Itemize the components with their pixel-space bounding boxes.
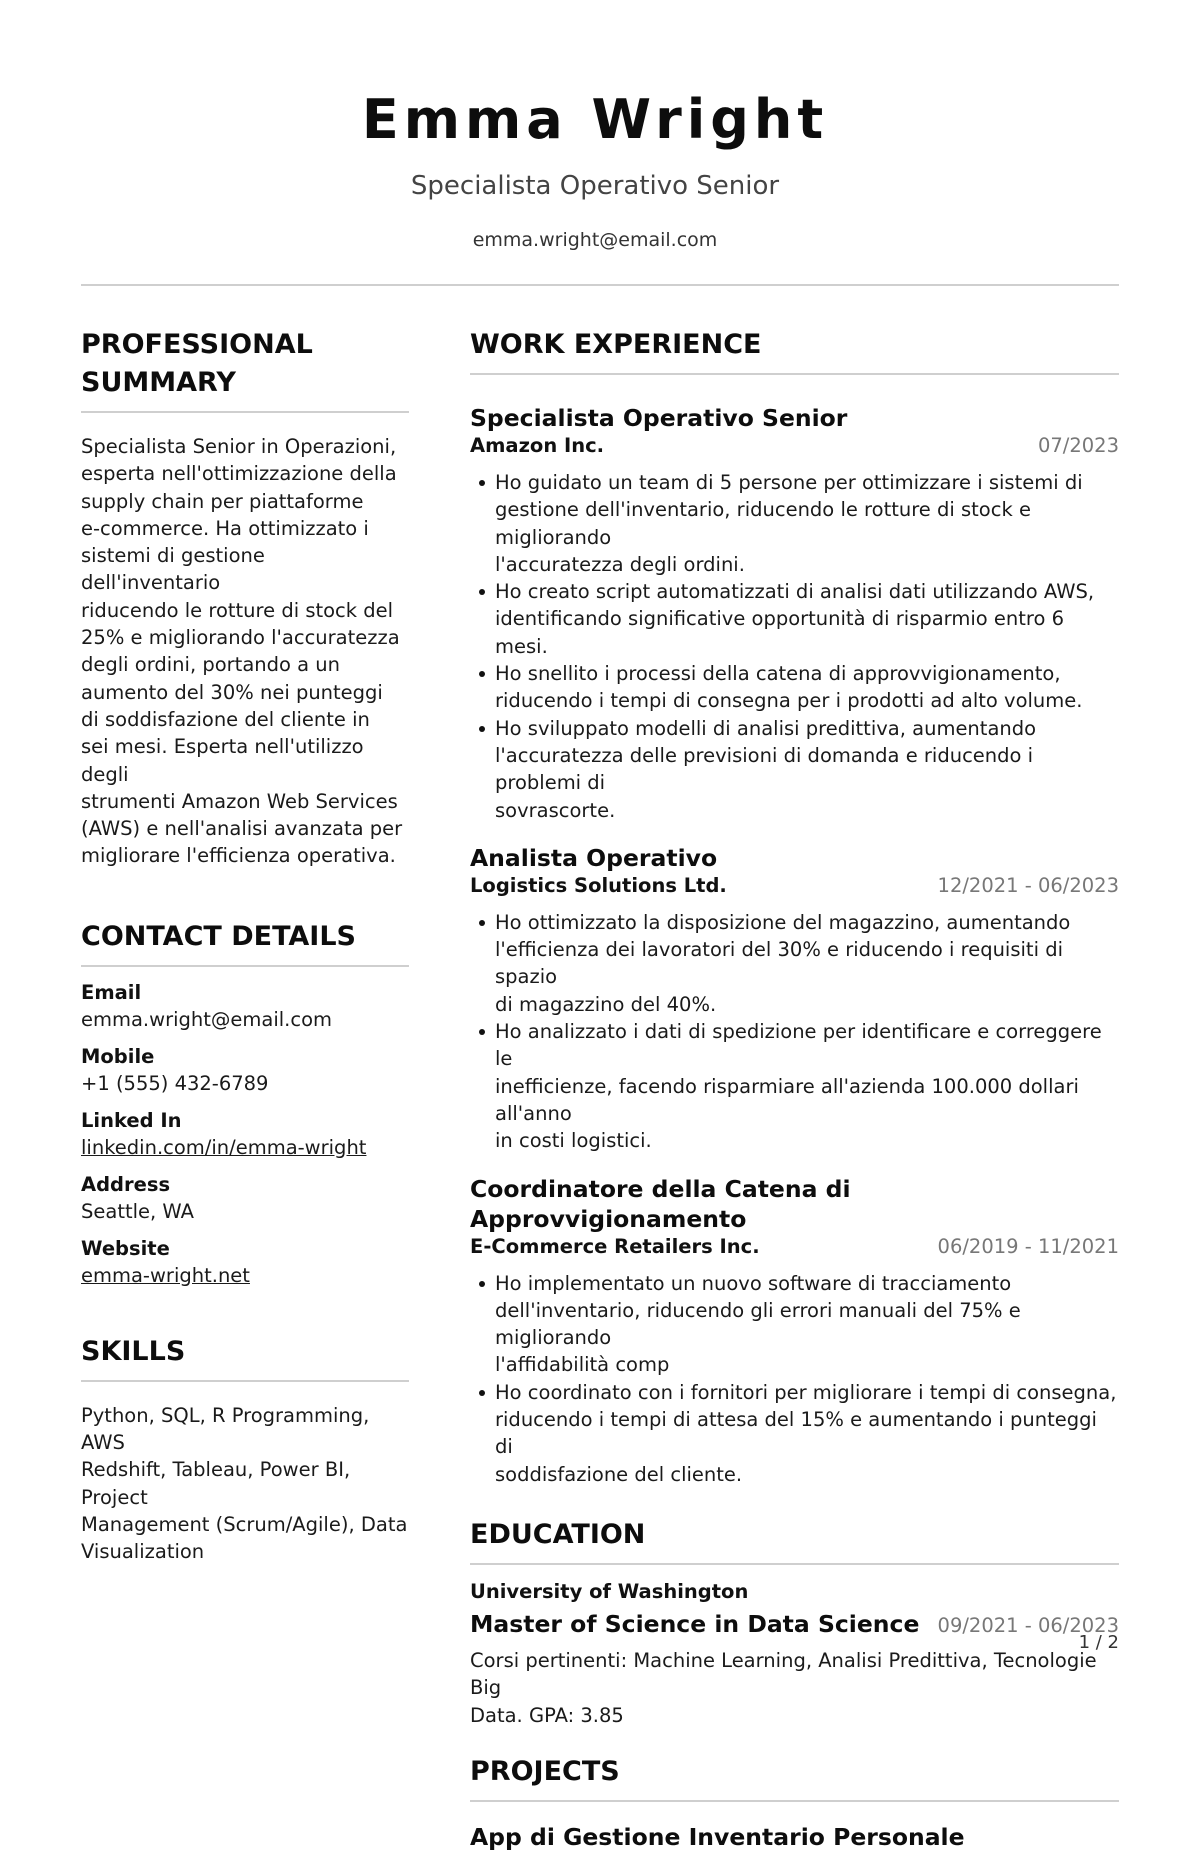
- contact-mobile: [81, 1043, 409, 1097]
- education-date: 09/2021 - 06/2023: [937, 1613, 1119, 1637]
- skills-divider: [81, 1380, 409, 1382]
- job-bullets: [470, 909, 1119, 1155]
- company-name: Logistics Solutions Ltd.: [470, 873, 727, 897]
- job-bullets: [470, 469, 1119, 824]
- education-divider: [470, 1563, 1119, 1565]
- school-name: University of Washington: [470, 1579, 749, 1603]
- contact-address: [81, 1171, 409, 1225]
- bullet-icon: [479, 671, 485, 677]
- summary-section: [81, 326, 409, 870]
- bullet-icon: [479, 726, 485, 732]
- header-email: emma.wright@email.com: [472, 229, 718, 251]
- bullet-icon: [479, 920, 485, 926]
- summary-text: Specialista Senior in Operazioni, esperta nell'ottimizzazione della supply chain per piattaforme e-commerce. Ha ottimizzato i sistemi di gestione dell'inventario riducendo le rotture di stock del 25% e migliorando l'accuratezza degli ordini, portando a un aumento del 30% nei punteggi di soddisfazione del cliente in sei mesi. Esperta nell'utilizzo degli strumenti Amazon Web Services (AWS) e nell'analisi avanzata per migliorare l'efficienza operativa.: [81, 435, 403, 868]
- bullet-item: Ho coordinato con i fornitori per migliorare i tempi di consegna, riducendo i tempi di attesa del 15% e aumentando i punteggi di soddisfazione del cliente.: [470, 1379, 1119, 1488]
- contact-heading: CONTACT DETAILS: [81, 920, 356, 952]
- job-date: 06/2019 - 11/2021: [937, 1234, 1119, 1258]
- project-title: App di Gestione Inventario Personale: [470, 1822, 965, 1851]
- bullet-item: Ho ottimizzato la disposizione del magazzino, aumentando l'efficienza dei lavoratori del 30% e riducendo i requisiti di spazio di magazzino del 40%.: [470, 909, 1119, 1018]
- company-name: E-Commerce Retailers Inc.: [470, 1234, 760, 1258]
- company-name: Amazon Inc.: [470, 434, 605, 457]
- bullet-item: Ho creato script automatizzati di analisi dati utilizzando AWS, identificando significative opportunità di risparmio entro 6 mesi.: [470, 578, 1119, 660]
- bullet-icon: [479, 1281, 485, 1287]
- contact-label: Email: [81, 980, 142, 1004]
- website-link[interactable]: emma-wright.net: [81, 1263, 250, 1287]
- job-entry: [470, 403, 1119, 824]
- job-date: 12/2021 - 06/2023: [937, 873, 1119, 897]
- page-number: 1 / 2: [1078, 1632, 1119, 1653]
- education-heading: EDUCATION: [470, 1518, 646, 1550]
- contact-value: Seattle, WA: [81, 1199, 194, 1223]
- header-divider: [81, 284, 1119, 286]
- contact-divider: [81, 965, 409, 967]
- left-column: [81, 326, 409, 1566]
- education-section: [470, 1516, 1119, 1729]
- projects-heading: PROJECTS: [470, 1755, 620, 1787]
- bullet-icon: [479, 1390, 485, 1396]
- projects-section: [470, 1753, 1119, 1852]
- linkedin-link[interactable]: linkedin.com/in/emma-wright: [81, 1135, 367, 1159]
- candidate-title: Specialista Operativo Senior: [410, 171, 780, 201]
- bullet-item: Ho guidato un team di 5 persone per ottimizzare i sistemi di gestione dell'inventario, riducendo le rotture di stock e migliorando l'accuratezza degli ordini.: [470, 469, 1119, 578]
- skills-heading: SKILLS: [81, 1335, 186, 1367]
- right-column: [470, 326, 1119, 1852]
- degree-row: [470, 1609, 1119, 1639]
- job-title: Specialista Operativo Senior: [470, 404, 848, 432]
- summary-heading: PROFESSIONAL SUMMARY: [81, 329, 313, 398]
- job-title: Analista Operativo: [470, 843, 718, 872]
- job-entry: [470, 1174, 1119, 1488]
- job-meta: [470, 873, 1119, 899]
- contact-email: [81, 979, 409, 1033]
- contact-section: [81, 918, 409, 1289]
- degree-title: Master of Science in Data Science: [470, 1609, 920, 1638]
- contact-value: +1 (555) 432-6789: [81, 1071, 269, 1095]
- contact-label: Mobile: [81, 1044, 155, 1068]
- bullet-icon: [479, 480, 485, 486]
- bullet-item: Ho sviluppato modelli di analisi predittiva, aumentando l'accuratezza delle previsioni di domanda e riducendo i problemi di sovrascorte.: [470, 715, 1119, 824]
- candidate-name: Emma Wright: [361, 88, 829, 151]
- skills-section: [81, 1333, 409, 1566]
- projects-divider: [470, 1800, 1119, 1802]
- job-bullets: [470, 1270, 1119, 1488]
- bullet-item: Ho analizzato i dati di spedizione per identificare e correggere le inefficienze, facendo risparmiare all'azienda 100.000 dollari all'anno in costi logistici.: [470, 1018, 1119, 1154]
- job-date: 07/2023: [1037, 434, 1119, 457]
- bullet-icon: [479, 1029, 485, 1035]
- work-section: [470, 326, 1119, 1488]
- work-heading: WORK EXPERIENCE: [470, 329, 762, 360]
- education-details: Corsi pertinenti: Machine Learning, Analisi Predittiva, Tecnologie Big Data. GPA: 3.85: [470, 1648, 1097, 1727]
- contact-label: Website: [81, 1236, 170, 1260]
- contact-label: Address: [81, 1172, 171, 1196]
- job-title: Coordinatore della Catena di Approvvigionamento: [470, 1174, 851, 1233]
- job-entry: [470, 843, 1119, 1155]
- job-meta: [470, 1234, 1119, 1260]
- contact-value: emma.wright@email.com: [81, 1007, 333, 1031]
- summary-divider: [81, 411, 409, 413]
- contact-website: [81, 1235, 409, 1289]
- job-meta: [470, 433, 1119, 459]
- work-divider: [470, 373, 1119, 375]
- skills-text: Python, SQL, R Programming, AWS Redshift, Tableau, Power BI, Project Management (Scrum/Agile), Data Visualization: [81, 1403, 408, 1564]
- bullet-icon: [479, 589, 485, 595]
- bullet-item: Ho snellito i processi della catena di approvvigionamento, riducendo i tempi di consegna per i prodotti ad alto volume.: [470, 660, 1119, 715]
- contact-linkedin: [81, 1107, 409, 1161]
- bullet-item: Ho implementato un nuovo software di tracciamento dell'inventario, riducendo gli errori manuali del 75% e migliorando l'affidabilità comp: [470, 1270, 1119, 1379]
- contact-label: Linked In: [81, 1108, 182, 1132]
